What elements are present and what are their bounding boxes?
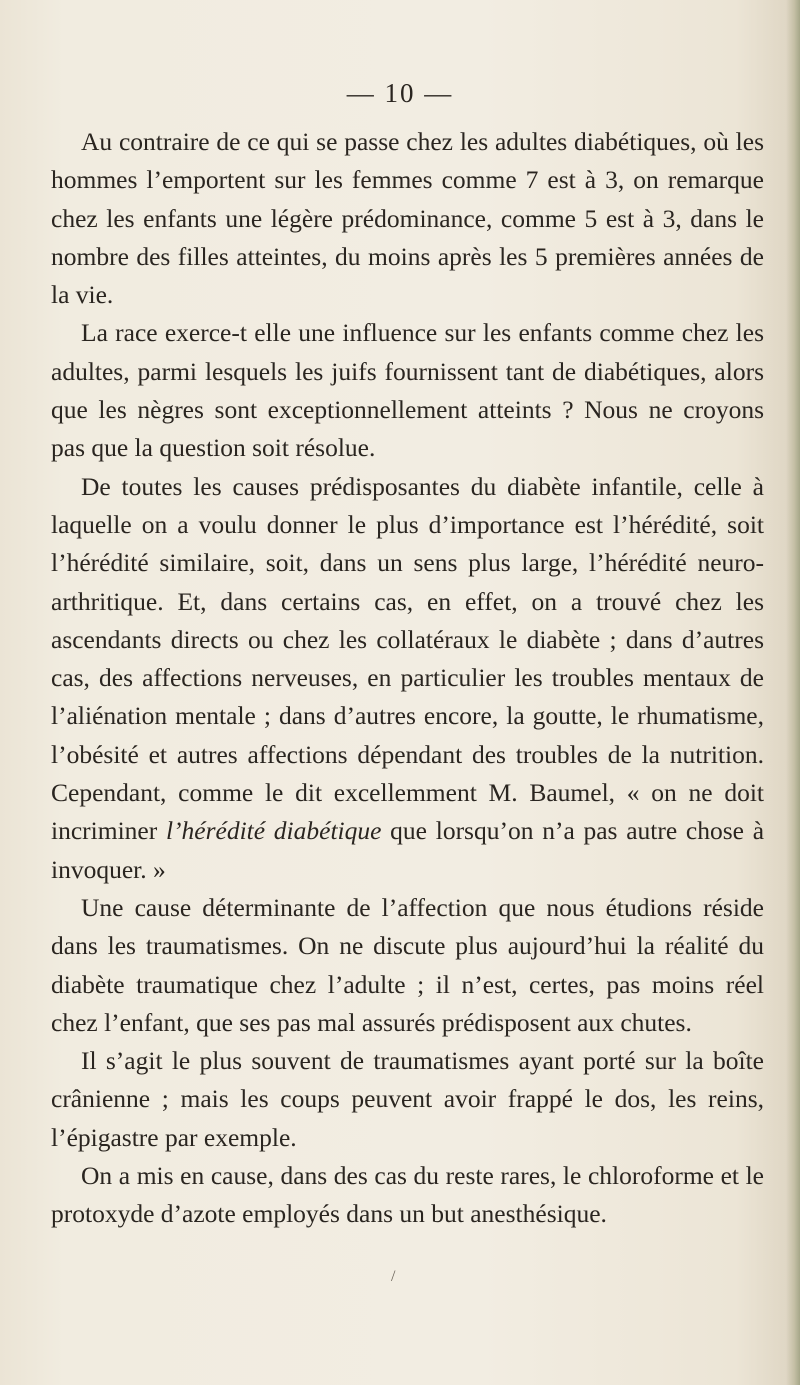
page-number: — 10 — [346,78,454,108]
heredity-text-after: que lorsqu’on n’a pas autre chose à invoquer. » [51,816,765,884]
paragraph-trauma: Une cause déterminante de l’affection que nous étudions réside dans les traumatismes. On ne discute plus aujourd’hui la réalité du diabète traumatique chez l’adulte ; il n’est, certes, pas moins réel chez l’enfant, que ses pas mal assurés prédisposent aux chutes. [51,892,764,1037]
heredity-italic-term: l’hérédité diabétique [165,816,382,846]
paragraph-race: La race exerce-t elle une influence sur les enfants comme chez les adultes, parmi lesquels les juifs fournissent tant de diabétiques, alors que les nègres sont exceptionnellement atteints ? Nous ne croyons pas que la question soit résolue. [51,318,764,463]
stray-mark: / [391,1268,396,1285]
paragraph-anesthesia: On a mis en cause, dans des cas du reste rares, le chloroforme et le protoxyde d’azote employés dans un but anesthésique. [51,1161,764,1229]
page-edge-shadow [786,0,800,1385]
heredity-text-before: De toutes les causes prédisposantes du diabète infantile, celle à laquelle on a voulu donner le plus d’importance est l’hérédité, soit l’hérédité similaire, soit, dans un sens plus large, l’hérédité neuro-arthritique. Et, dans certains cas, en effet, on a trouvé chez les ascendants directs ou chez les collatéraux le diabète ; dans d’autres cas, des affections nerveuses, en particulier les troubles mentaux de l’aliénation mentale ; dans d’autres encore, la goutte, le rhumatisme, l’obésité et autres affections dépendant des troubles de la nutrition. Cependant, comme le dit excellemment M. Baumel, « on ne doit incriminer [51,471,764,846]
paragraph-cranial: Il s’agit le plus souvent de traumatismes ayant porté sur la boîte crânienne ; mais les coups peuvent avoir frappé le dos, les reins, l’épigastre par exemple. [51,1046,764,1152]
body-text [51,123,764,1234]
paragraph-sex-ratio: Au contraire de ce qui se passe chez les adultes diabétiques, où les hommes l’emportent sur les femmes comme 7 est à 3, on remarque chez les enfants une légère prédominance, comme 5 est à 3, dans le nombre des filles atteintes, du moins après les 5 premières années de la vie. [51,127,764,310]
paragraph-heredity [51,468,764,889]
